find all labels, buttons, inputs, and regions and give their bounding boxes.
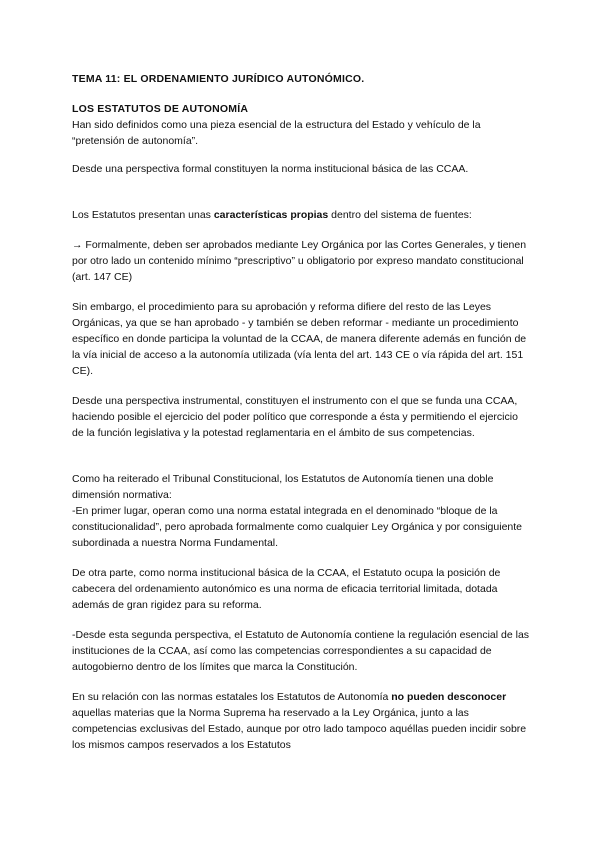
text-run: En su relación con las normas estatales los Estatutos de Autonomía (72, 691, 392, 703)
bold-text-run: características propias (213, 209, 329, 221)
document-body (72, 71, 532, 753)
paragraph-formal-perspective: Desde una perspectiva formal constituyen la norma institucional básica de las CCAA. (72, 163, 469, 175)
text-run: Los Estatutos presentan unas (72, 209, 214, 221)
paragraph-relation-state-norms (72, 689, 532, 753)
paragraph-instrumental: Desde una perspectiva instrumental, constituyen el instrumento con el que se funda una CCAA, haciendo posible el ejercicio del poder político que corresponde a ésta y permitiendo el ejercicio de la función legislativa y la potestad reglamentaria en el ámbito de sus competencias. (72, 395, 518, 439)
paragraph-institutional-norm: De otra parte, como norma institucional básica de la CCAA, el Estatuto ocupa la posición de cabecera del ordenamiento autonómico es una norma de eficacia territorial limitada, dotada además de gran rigidez para su reforma. (72, 567, 501, 611)
page-title: TEMA 11: EL ORDENAMIENTO JURÍDICO AUTONÓMICO. (72, 73, 365, 85)
text-run: dentro del sistema de fuentes: (328, 209, 472, 221)
paragraph-characteristics (72, 207, 532, 223)
paragraph-dual-dimension: Como ha reiterado el Tribunal Constitucional, los Estatutos de Autonomía tienen una doble dimensión normativa: (72, 473, 494, 501)
paragraph-second-perspective: -Desde esta segunda perspectiva, el Estatuto de Autonomía contiene la regulación esencial de las instituciones de la CCAA, así como las competencias correspondientes a su capacidad de autogobierno dentro de los límites que marca la Constitución. (72, 629, 530, 673)
paragraph-procedure: Sin embargo, el procedimiento para su aprobación y reforma difiere del resto de las Leyes Orgánicas, ya que se han aprobado - y también se deben reformar - mediante un procedimiento específico en donde participa la voluntad de la CCAA, de manera diferente además en función de la vía inicial de acceso a la autonomía utilizada (vía lenta del art. 143 CE o vía rápida del art. 151 CE). (72, 301, 527, 377)
section-heading: LOS ESTATUTOS DE AUTONOMÍA (72, 103, 249, 115)
bold-text-run: no pueden desconocer (391, 691, 507, 703)
text-run: aquellas materias que la Norma Suprema ha reservado a la Ley Orgánica, junto a las competencias exclusivas del Estado, aunque por otro lado tampoco aquéllas pueden incidir sobre los mismos campos reservados a los Estatutos (72, 707, 527, 751)
paragraph-definition: Han sido definidos como una pieza esencial de la estructura del Estado y vehículo de la “pretensión de autonomía”. (72, 119, 481, 147)
paragraph-organic-law: → Formalmente, deben ser aprobados mediante Ley Orgánica por las Cortes Generales, y tienen por otro lado un contenido mínimo “prescriptivo” u obligatorio por expreso mandato constitucional (art. 147 CE) (72, 239, 527, 283)
paragraph-first-place: -En primer lugar, operan como una norma estatal integrada en el denominado “bloque de la constitucionalidad”, pero aprobada formalmente como cualquier Ley Orgánica y por consiguiente subordinada a nuestra Norma Fundamental. (72, 505, 523, 549)
